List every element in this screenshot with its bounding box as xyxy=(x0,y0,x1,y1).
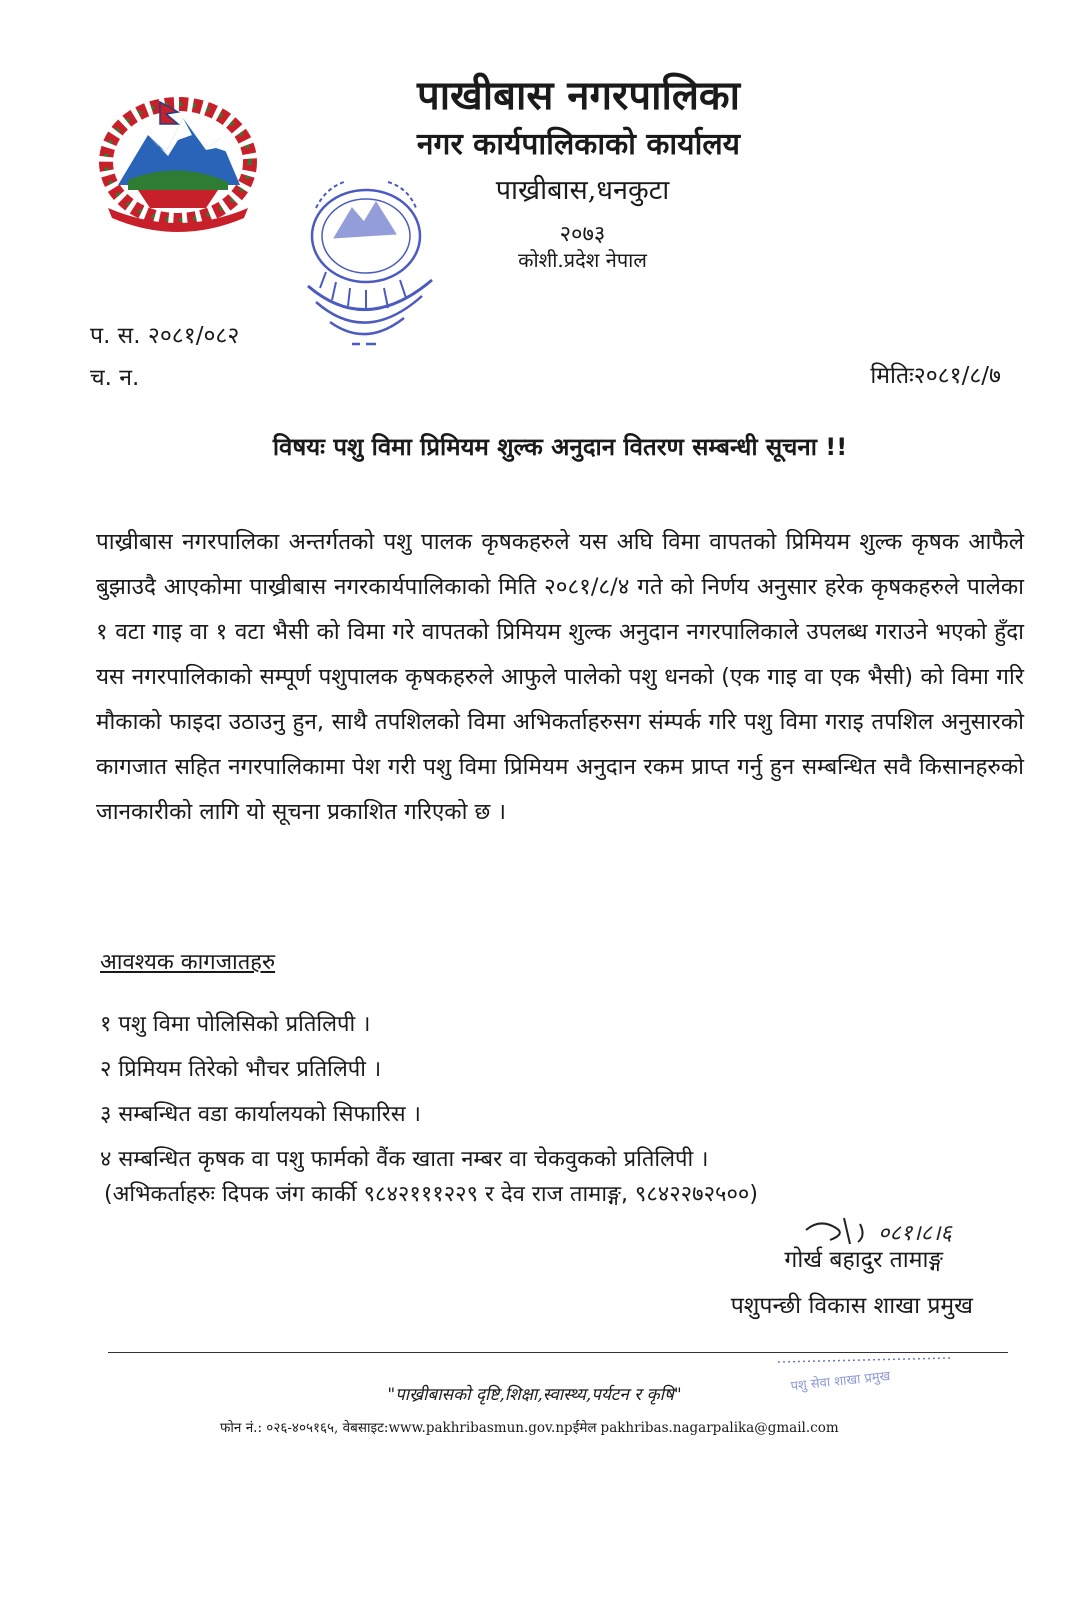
notice-subject: विषयः पशु विमा प्रिमियम शुल्क अनुदान वितरण सम्बन्धी सूचना !! xyxy=(272,433,848,461)
letter-reference-number: प. स. २०८१/०८२ xyxy=(90,323,240,349)
footer-contact xyxy=(220,1418,839,1436)
notice-body: पाख्रीबास नगरपालिका अन्तर्गतको पशु पालक कृषकहरुले यस अघि विमा वापतको प्रिमियम शुल्क कृषक आफैले बुझाउदै आएकोमा पाख्रीबास नगरकार्यपालिकाको मिति २०८१/८/४ गते को निर्णय अनुसार हरेक कृषकहरुले पालेका १ वटा गाइ वा १ वटा भैसी को विमा गरे वापतको प्रिमियम शुल्क अनुदान नगरपालिकाले उपलब्ध गराउने भएको हुँदा यस नगरपालिकाको सम्पूर्ण पशुपालक कृषकहरुले आफुले पालेको पशु धनको (एक गाइ वा एक भैसी) को विमा गरि मौकाको फाइदा उठाउनु हुन, साथै तपशिलको विमा अभिकर्ताहरुसग संम्पर्क गरि पशु विमा गराइ तपशिल अनुसारको कागजात सहित नगरपालिकामा पेश गरी पशु विमा प्रिमियम अनुदान रकम प्राप्त गर्नु हुन सम्बन्धित सवै किसानहरुको जानकारीको लागि यो सूचना प्रकाशित गरिएको छ । xyxy=(96,529,1024,825)
document-item: ४ सम्बन्धित कृषक वा पशु फार्मको वैंक खाता नम्बर वा चेकवुकको प्रतिलिपी । xyxy=(100,1147,709,1172)
signer-title: पशुपन्छी विकास शाखा प्रमुख xyxy=(730,1293,973,1319)
municipality-name: पाखीबास नगरपालिका xyxy=(416,72,741,119)
insurance-agents: (अभिकर्ताहरुः दिपक जंग कार्की ९८४२१११२२९ र देव राज तामाङ्ग, ९८४२२७२५००) xyxy=(104,1182,758,1207)
document-item: १ पशु विमा पोलिसिको प्रतिलिपी । xyxy=(100,1012,371,1037)
footer-email-label: ईमेल xyxy=(572,1420,597,1436)
office-name: नगर कार्यपालिकाको कार्यालय xyxy=(416,127,741,162)
established-year: २०७३ xyxy=(559,222,606,247)
signature-date: ०८१।८।६ xyxy=(878,1221,952,1246)
footer-divider xyxy=(108,1352,1008,1353)
signer-name: गोर्ख बहादुर तामाङ्ग xyxy=(784,1247,943,1273)
stamp-text: पशु सेवा शाखा प्रमुख xyxy=(789,1368,891,1395)
dispatch-number: च. न. xyxy=(90,365,140,391)
footer-website[interactable]: www.pakhribasmun.gov.np xyxy=(388,1420,573,1436)
letter-date: मितिः२०८१/८/७ xyxy=(870,363,1001,389)
province-name: कोशी.प्रदेश नेपाल xyxy=(518,248,647,272)
required-documents-list xyxy=(100,1002,709,1182)
footer-phone: फोन नं.: ०२६-४०५१६५, वेबसाइट: xyxy=(220,1420,389,1436)
footer-email[interactable]: pakhribas.nagarpalika@gmail.com xyxy=(600,1420,839,1436)
footer-motto: "पाख्रीबासको दृष्टि,शिक्षा,स्वास्थ्य,पर्यटन र कृषि" xyxy=(387,1385,682,1405)
document-item: २ प्रिमियम तिरेको भौचर प्रतिलिपी । xyxy=(100,1057,382,1082)
document-item: ३ सम्बन्धित वडा कार्यालयको सिफारिस । xyxy=(100,1102,422,1127)
office-address: पाख्रीबास,धनकुटा xyxy=(495,175,670,206)
required-documents-heading: आवश्यक कागजातहरु xyxy=(100,950,276,975)
